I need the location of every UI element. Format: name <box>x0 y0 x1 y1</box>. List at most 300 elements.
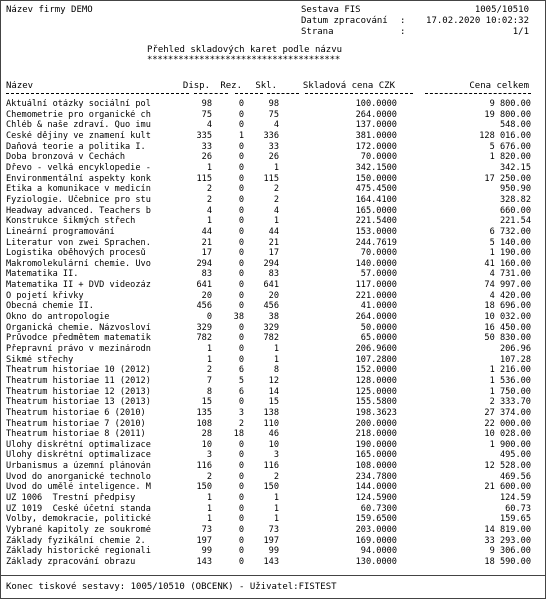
cell-skl: 294 <box>263 258 279 269</box>
cell-name: Průvodce předmětem matematik <box>6 333 151 344</box>
cell-skl: 2 <box>273 194 279 205</box>
cell-name: Logistika oběhových procesů <box>6 248 146 259</box>
cell-price: 125.0000 <box>355 386 397 397</box>
cell-disp: 15 <box>201 397 212 408</box>
cell-rez: 6 <box>238 386 244 397</box>
table-row <box>1 184 546 194</box>
cell-total: 2 333.70 <box>489 397 531 408</box>
cell-price: 41.0000 <box>360 301 397 312</box>
cell-price: 155.5800 <box>355 397 397 408</box>
cell-skl: 1 <box>273 493 279 504</box>
cell-skl: 110 <box>263 418 279 429</box>
cell-skl: 83 <box>268 269 279 280</box>
cell-skl: 115 <box>263 173 279 184</box>
cell-skl: 143 <box>263 557 279 567</box>
cell-skl: 1 <box>273 503 279 514</box>
cell-price: 128.0000 <box>355 375 397 386</box>
cell-total: 9 306.00 <box>489 546 531 557</box>
cell-name: Doba bronzová v Čechách <box>6 152 125 163</box>
report-title: Přehled skladových karet podle názvu <box>147 45 343 55</box>
cell-skl: 138 <box>263 407 279 418</box>
cell-name: Úlohy diskrétní optimalizace <box>6 439 151 450</box>
header-rule-price <box>305 93 413 94</box>
cell-name: Okno do antropologie <box>6 312 110 322</box>
cell-rez: 18 <box>233 429 244 440</box>
cell-name: Úlohy diskrétní optimalizace <box>6 450 151 461</box>
table-row <box>1 280 546 290</box>
cell-price: 206.9600 <box>355 344 397 354</box>
footer-text: Konec tiskové sestavy: 1005/10510 (OBCENK) - Uživatel:FISTEST <box>6 582 337 592</box>
table-row <box>1 450 546 460</box>
cell-total: 5 676.00 <box>489 141 531 152</box>
cell-price: 107.2800 <box>355 354 397 365</box>
cell-name: Úvod do anorganické technolo <box>6 471 151 482</box>
cell-skl: 98 <box>268 99 279 109</box>
cell-disp: 150 <box>196 482 212 493</box>
cell-total: 21 600.00 <box>484 482 531 493</box>
cell-total: 18 696.00 <box>484 301 531 312</box>
cell-rez: 0 <box>238 269 244 280</box>
cell-skl: 641 <box>263 280 279 291</box>
cell-rez: 0 <box>238 205 244 216</box>
cell-total: 495.00 <box>499 450 531 461</box>
cell-rez: 0 <box>238 216 244 227</box>
cell-price: 190.0000 <box>355 439 397 450</box>
table-row <box>1 429 546 439</box>
cell-rez: 0 <box>238 280 244 291</box>
cell-disp: 115 <box>196 173 212 184</box>
cell-total: 469.56 <box>499 471 531 482</box>
cell-total: 12 528.00 <box>484 461 531 472</box>
cell-disp: 1 <box>206 514 212 525</box>
cell-disp: 1 <box>206 503 212 514</box>
cell-price: 244.7619 <box>355 237 397 248</box>
cell-disp: 456 <box>196 301 212 312</box>
cell-total: 1 216.00 <box>489 365 531 376</box>
cell-skl: 73 <box>268 525 279 535</box>
cell-rez: 0 <box>238 557 244 567</box>
cell-total: 14 819.00 <box>484 525 531 535</box>
cell-skl: 456 <box>263 301 279 312</box>
cell-name: Urbanismus a územní plánován <box>6 461 151 472</box>
cell-rez: 0 <box>238 109 244 120</box>
cell-skl: 150 <box>263 482 279 493</box>
table-row <box>1 536 546 546</box>
cell-rez: 0 <box>238 322 244 333</box>
cell-name: ÚZ 1006 Trestní předpisy <box>6 493 136 504</box>
cell-skl: 33 <box>268 141 279 152</box>
table-row <box>1 259 546 269</box>
cell-skl: 336 <box>263 130 279 141</box>
cell-disp: 44 <box>201 226 212 237</box>
cell-name: Theatrum historiae 13 (2013) <box>6 397 151 408</box>
cell-rez: 0 <box>238 439 244 450</box>
cell-disp: 4 <box>206 120 212 131</box>
cell-disp: 782 <box>196 333 212 344</box>
cell-disp: 83 <box>201 269 212 280</box>
cell-skl: 2 <box>273 184 279 195</box>
table-row <box>1 397 546 407</box>
cell-name: Konstrukce šikmých střech <box>6 216 136 227</box>
cell-disp: 33 <box>201 141 212 152</box>
cell-name: Šikmé střechy <box>6 354 74 365</box>
cell-price: 159.6500 <box>355 514 397 525</box>
cell-price: 152.0000 <box>355 365 397 376</box>
cell-name: Theatrum historiae 11 (2012) <box>6 375 151 386</box>
table-row <box>1 408 546 418</box>
date-value: 17.02.2020 10:02:32 <box>426 16 529 26</box>
table-row <box>1 142 546 152</box>
cell-total: 328.82 <box>499 194 531 205</box>
cell-price: 164.4100 <box>355 194 397 205</box>
cell-rez: 0 <box>238 194 244 205</box>
header-rule-total <box>425 93 531 94</box>
page-label: Strana <box>301 27 334 37</box>
table-row <box>1 206 546 216</box>
cell-total: 19 800.00 <box>484 109 531 120</box>
cell-price: 381.0000 <box>355 130 397 141</box>
column-header-total: Cena celkem <box>469 81 529 91</box>
cell-name: Literatur von zwei Sprachen. <box>6 237 151 248</box>
cell-rez: 0 <box>238 162 244 173</box>
cell-price: 124.5900 <box>355 493 397 504</box>
cell-skl: 21 <box>268 237 279 248</box>
table-row <box>1 152 546 162</box>
cell-rez: 0 <box>238 120 244 131</box>
cell-total: 27 374.00 <box>484 407 531 418</box>
cell-price: 153.0000 <box>355 226 397 237</box>
cell-disp: 335 <box>196 130 212 141</box>
table-row <box>1 482 546 492</box>
table-row <box>1 248 546 258</box>
cell-disp: 20 <box>201 290 212 301</box>
cell-name: Základy historické regionali <box>6 546 151 557</box>
cell-name: Základy fyzikální chemie 2. <box>6 535 146 546</box>
cell-rez: 0 <box>238 258 244 269</box>
cell-name: O pojetí křivky <box>6 290 84 301</box>
cell-rez: 0 <box>238 237 244 248</box>
cell-rez: 0 <box>238 450 244 461</box>
cell-skl: 1 <box>273 344 279 354</box>
cell-rez: 0 <box>238 173 244 184</box>
cell-total: 1 536.00 <box>489 375 531 386</box>
table-row <box>1 312 546 322</box>
cell-price: 117.0000 <box>355 280 397 291</box>
cell-price: 144.0000 <box>355 482 397 493</box>
table-row <box>1 355 546 365</box>
cell-total: 124.59 <box>499 493 531 504</box>
cell-rez: 0 <box>238 461 244 472</box>
cell-total: 1 820.00 <box>489 152 531 163</box>
cell-rez: 2 <box>238 418 244 429</box>
header-rule-disp <box>194 93 228 94</box>
cell-name: Obecná chemie II. <box>6 301 94 312</box>
table-row <box>1 472 546 482</box>
header-rule-name <box>6 93 189 94</box>
cell-name: Headway advanced. Teachers b <box>6 205 151 216</box>
cell-skl: 12 <box>268 375 279 386</box>
cell-total: 33 293.00 <box>484 535 531 546</box>
table-row <box>1 163 546 173</box>
cell-price: 137.0000 <box>355 120 397 131</box>
cell-skl: 2 <box>273 471 279 482</box>
cell-skl: 4 <box>273 205 279 216</box>
cell-total: 74 997.00 <box>484 280 531 291</box>
date-colon: : <box>400 16 406 26</box>
cell-total: 6 732.00 <box>489 226 531 237</box>
cell-rez: 0 <box>238 99 244 109</box>
cell-disp: 294 <box>196 258 212 269</box>
cell-disp: 10 <box>201 439 212 450</box>
table-row <box>1 301 546 311</box>
cell-price: 475.4500 <box>355 184 397 195</box>
cell-disp: 26 <box>201 152 212 163</box>
cell-name: ÚZ 1019 České účetní standa <box>6 503 151 514</box>
cell-price: 70.0000 <box>360 248 397 259</box>
table-row <box>1 387 546 397</box>
cell-skl: 1 <box>273 514 279 525</box>
cell-skl: 99 <box>268 546 279 557</box>
cell-rez: 0 <box>238 333 244 344</box>
cell-skl: 782 <box>263 333 279 344</box>
cell-total: 60.73 <box>505 503 531 514</box>
cell-rez: 0 <box>238 503 244 514</box>
cell-name: Volby, demokracie, politické <box>6 514 151 525</box>
cell-disp: 2 <box>206 194 212 205</box>
cell-rez: 3 <box>238 407 244 418</box>
cell-disp: 8 <box>206 386 212 397</box>
cell-total: 10 032.00 <box>484 312 531 322</box>
cell-name: Přepravní právo v mezinárodn <box>6 344 151 354</box>
cell-rez: 0 <box>238 248 244 259</box>
company-name: Název firmy DEMO <box>6 5 93 15</box>
table-row <box>1 195 546 205</box>
cell-rez: 5 <box>238 375 244 386</box>
cell-name: Theatrum historiae 7 (2010) <box>6 418 146 429</box>
cell-disp: 329 <box>196 322 212 333</box>
table-row <box>1 419 546 429</box>
cell-total: 548.00 <box>499 120 531 131</box>
cell-name: Environmentální aspekty konk <box>6 173 151 184</box>
cell-total: 1 900.00 <box>489 439 531 450</box>
cell-rez: 0 <box>238 226 244 237</box>
cell-price: 200.0000 <box>355 418 397 429</box>
cell-disp: 3 <box>206 450 212 461</box>
cell-rez: 0 <box>238 184 244 195</box>
cell-skl: 14 <box>268 386 279 397</box>
cell-name: Theatrum historiae 8 (2011) <box>6 429 146 440</box>
table-row <box>1 365 546 375</box>
column-header-price: Skladová cena CZK <box>302 81 395 91</box>
table-row <box>1 99 546 109</box>
cell-rez: 0 <box>238 546 244 557</box>
cell-price: 203.0000 <box>355 525 397 535</box>
cell-disp: 1 <box>206 216 212 227</box>
cell-name: Dřevo - velká encyklopedie - <box>6 162 151 173</box>
cell-name: Základy zpracování obrazu <box>6 557 136 567</box>
cell-skl: 1 <box>273 354 279 365</box>
cell-rez: 0 <box>238 482 244 493</box>
cell-total: 10 028.00 <box>484 429 531 440</box>
cell-disp: 0 <box>206 312 212 322</box>
cell-rez: 0 <box>238 535 244 546</box>
cell-price: 108.0000 <box>355 461 397 472</box>
cell-name: Chléb & naše zdraví. Quo imu <box>6 120 151 131</box>
cell-skl: 38 <box>268 312 279 322</box>
cell-rez: 0 <box>238 397 244 408</box>
cell-skl: 44 <box>268 226 279 237</box>
cell-disp: 2 <box>206 471 212 482</box>
cell-disp: 28 <box>201 429 212 440</box>
cell-skl: 20 <box>268 290 279 301</box>
report-code: 1005/10510 <box>474 5 529 15</box>
column-header-name: Název <box>6 81 34 91</box>
cell-name: Vybrané kapitoly ze soukromé <box>6 525 151 535</box>
cell-price: 94.0000 <box>360 546 397 557</box>
cell-total: 41 160.00 <box>484 258 531 269</box>
cell-price: 218.0000 <box>355 429 397 440</box>
cell-skl: 197 <box>263 535 279 546</box>
cell-total: 50 830.00 <box>484 333 531 344</box>
cell-price: 130.0000 <box>355 557 397 567</box>
cell-price: 165.0000 <box>355 205 397 216</box>
cell-name: Theatrum historiae 12 (2013) <box>6 386 151 397</box>
cell-total: 221.54 <box>499 216 531 227</box>
table-row <box>1 238 546 248</box>
cell-disp: 135 <box>196 407 212 418</box>
table-row <box>1 546 546 556</box>
column-header-disp: Disp. <box>182 81 210 91</box>
cell-name: Makromolekulární chemie. Úvo <box>6 258 151 269</box>
table-row <box>1 504 546 514</box>
cell-price: 169.0000 <box>355 535 397 546</box>
cell-total: 5 140.00 <box>489 237 531 248</box>
cell-skl: 1 <box>273 162 279 173</box>
cell-total: 17 250.00 <box>484 173 531 184</box>
cell-total: 18 590.00 <box>484 557 531 567</box>
table-row <box>1 461 546 471</box>
cell-disp: 75 <box>201 109 212 120</box>
cell-price: 65.0000 <box>360 333 397 344</box>
page-colon: : <box>400 27 406 37</box>
cell-total: 16 450.00 <box>484 322 531 333</box>
cell-skl: 3 <box>273 450 279 461</box>
column-header-rez: Rez. <box>220 81 242 91</box>
cell-disp: 1 <box>206 344 212 354</box>
cell-skl: 26 <box>268 152 279 163</box>
cell-rez: 0 <box>238 290 244 301</box>
cell-rez: 0 <box>238 152 244 163</box>
cell-disp: 641 <box>196 280 212 291</box>
cell-total: 22 000.00 <box>484 418 531 429</box>
cell-total: 1 190.00 <box>489 248 531 259</box>
cell-price: 342.1500 <box>355 162 397 173</box>
cell-rez: 6 <box>238 365 244 376</box>
page-value: 1/1 <box>512 27 529 37</box>
cell-price: 140.0000 <box>355 258 397 269</box>
cell-total: 660.00 <box>499 205 531 216</box>
cell-total: 342.15 <box>499 162 531 173</box>
cell-total: 206.96 <box>499 344 531 354</box>
cell-total: 159.65 <box>499 514 531 525</box>
header-rule-rez <box>235 93 263 94</box>
cell-total: 128 016.00 <box>479 130 531 141</box>
cell-disp: 108 <box>196 418 212 429</box>
cell-name: Matematika II + DVD videozáz <box>6 280 151 291</box>
cell-name: Daňová teorie a politika I. <box>6 141 146 152</box>
cell-name: Theatrum historiae 6 (2010) <box>6 407 146 418</box>
table-row <box>1 131 546 141</box>
cell-name: Fyziologie. Učebnice pro stu <box>6 194 151 205</box>
cell-price: 234.7800 <box>355 471 397 482</box>
table-row <box>1 557 546 567</box>
cell-name: Aktuální otázky sociální pol <box>6 99 151 109</box>
cell-rez: 0 <box>238 514 244 525</box>
cell-disp: 1 <box>206 354 212 365</box>
cell-disp: 98 <box>201 99 212 109</box>
cell-rez: 1 <box>238 130 244 141</box>
cell-total: 950.90 <box>499 184 531 195</box>
cell-rez: 0 <box>238 525 244 535</box>
table-row <box>1 120 546 130</box>
cell-skl: 116 <box>263 461 279 472</box>
report-label: Sestava FIS <box>301 5 361 15</box>
table-row <box>1 323 546 333</box>
cell-skl: 329 <box>263 322 279 333</box>
cell-disp: 116 <box>196 461 212 472</box>
table-row <box>1 493 546 503</box>
footer-rule <box>1 575 545 576</box>
cell-name: Lineární programování <box>6 226 115 237</box>
cell-total: 4 731.00 <box>489 269 531 280</box>
cell-skl: 75 <box>268 109 279 120</box>
cell-rez: 0 <box>238 141 244 152</box>
table-row <box>1 110 546 120</box>
cell-skl: 10 <box>268 439 279 450</box>
cell-price: 70.0000 <box>360 152 397 163</box>
cell-price: 50.0000 <box>360 322 397 333</box>
cell-name: České dějiny ve znamení kult <box>6 130 151 141</box>
cell-name: Organická chemie. Názvosloví <box>6 322 151 333</box>
cell-rez: 0 <box>238 301 244 312</box>
cell-price: 57.0000 <box>360 269 397 280</box>
cell-disp: 197 <box>196 535 212 546</box>
cell-rez: 0 <box>238 493 244 504</box>
table-row <box>1 344 546 354</box>
cell-rez: 38 <box>233 312 244 322</box>
cell-total: 107.28 <box>499 354 531 365</box>
cell-price: 100.0000 <box>355 99 397 109</box>
cell-disp: 4 <box>206 205 212 216</box>
cell-disp: 2 <box>206 365 212 376</box>
table-row <box>1 333 546 343</box>
cell-disp: 2 <box>206 184 212 195</box>
table-row <box>1 216 546 226</box>
table-row <box>1 269 546 279</box>
cell-total: 9 800.00 <box>489 99 531 109</box>
cell-disp: 143 <box>196 557 212 567</box>
cell-price: 221.0000 <box>355 290 397 301</box>
table-row <box>1 291 546 301</box>
report-title-underline: ************************************* <box>147 55 341 65</box>
cell-skl: 1 <box>273 216 279 227</box>
date-label: Datum zpracování <box>301 16 388 26</box>
cell-price: 264.0000 <box>355 312 397 322</box>
cell-rez: 0 <box>238 354 244 365</box>
cell-skl: 15 <box>268 397 279 408</box>
cell-price: 150.0000 <box>355 173 397 184</box>
cell-disp: 99 <box>201 546 212 557</box>
